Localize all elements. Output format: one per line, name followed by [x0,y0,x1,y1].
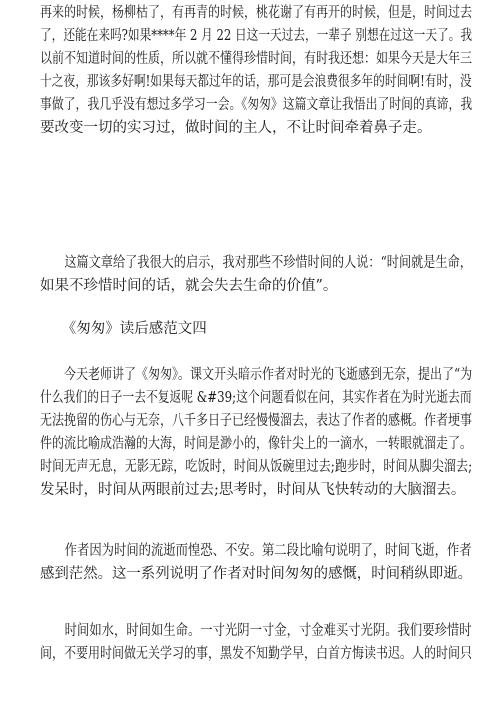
text-line: 作者因为时间的流逝而惶恐、不安。第二段比喻句说明了，时间飞逝，作者 [40,543,472,559]
text-line: 十之夜，那该多好啊!如果每天都过年的话，那可是会浪费很多年的时间啊!有时，没 [40,74,472,90]
text-line: 时间如水，时间如生命。一寸光阴一寸金，寸金难买寸光阴。我们要珍惜时 [40,623,472,639]
text-line: 发呆时，时间从两眼前过去;思考时，时间从飞快转动的大脑溜去。 [40,482,466,498]
text-line: 今天老师讲了《匆匆》。课文开头暗示作者对时光的飞逝感到无奈，提出了“为 [40,367,473,383]
text-line: 这篇文章给了我很大的启示，我对那些不珍惜时间的人说：“时间就是生命， [40,255,472,271]
paragraph-author-feeling [40,540,472,586]
text-line: 要改变一切的实习过，做时间的主人，不让时间牵着鼻子走。 [40,120,432,136]
text-line: 无法挽留的伤心与无奈，八千多日子已经慢慢溜去，表达了作者的感概。作者埂事 [40,413,472,429]
text-line: 时间无声无息，无影无踪，吃饭时，时间从饭碗里过去;跑步时，时间从脚尖溜去; [40,459,473,475]
text-line: 如果不珍惜时间的话，就会失去生命的价值”。 [40,278,338,294]
heading-line: 《匆匆》读后感范文四 [40,321,207,337]
text-line: 了，还能在来吗?如果****年 2 月 22 日这一天过去，一辈子 别想在过这一天了。我 [40,28,472,44]
section-heading [40,318,472,341]
paragraph-time-like-water [40,620,472,666]
paragraph-inspiration [40,252,472,298]
paragraph-continuation [40,2,472,140]
text-line: 什么我们的日子一去不复返呢 &#39;这个问题看似在问，其实作者在为时光逝去而 [40,390,472,406]
text-line: 事做了，我几乎没有想过多学习一会。《匆匆》这篇文章让我悟出了时间的真谛，我 [40,97,473,113]
text-line: 件的流比喻成浩瀚的大海，时间是渺小的，像针尖上的一滴水，一转眼就溜走了。 [40,436,472,452]
text-line: 间，不要用时间做无关学习的事，黑发不知勤学早，白首方悔读书迟。人的时间只 [40,646,472,662]
text-line: 以前不知道时间的性质，所以就不懂得珍惜时间，有时我还想：如果今天是大年三 [40,51,472,67]
paragraph-lesson [40,364,472,502]
text-line: 感到茫然。这一系列说明了作者对时间匆匆的感慨，时间稍纵即逝。 [40,566,472,582]
text-line: 再来的时候，杨柳枯了，有再青的时候，桃花谢了有再开的时候，但是，时间过去 [40,5,472,21]
